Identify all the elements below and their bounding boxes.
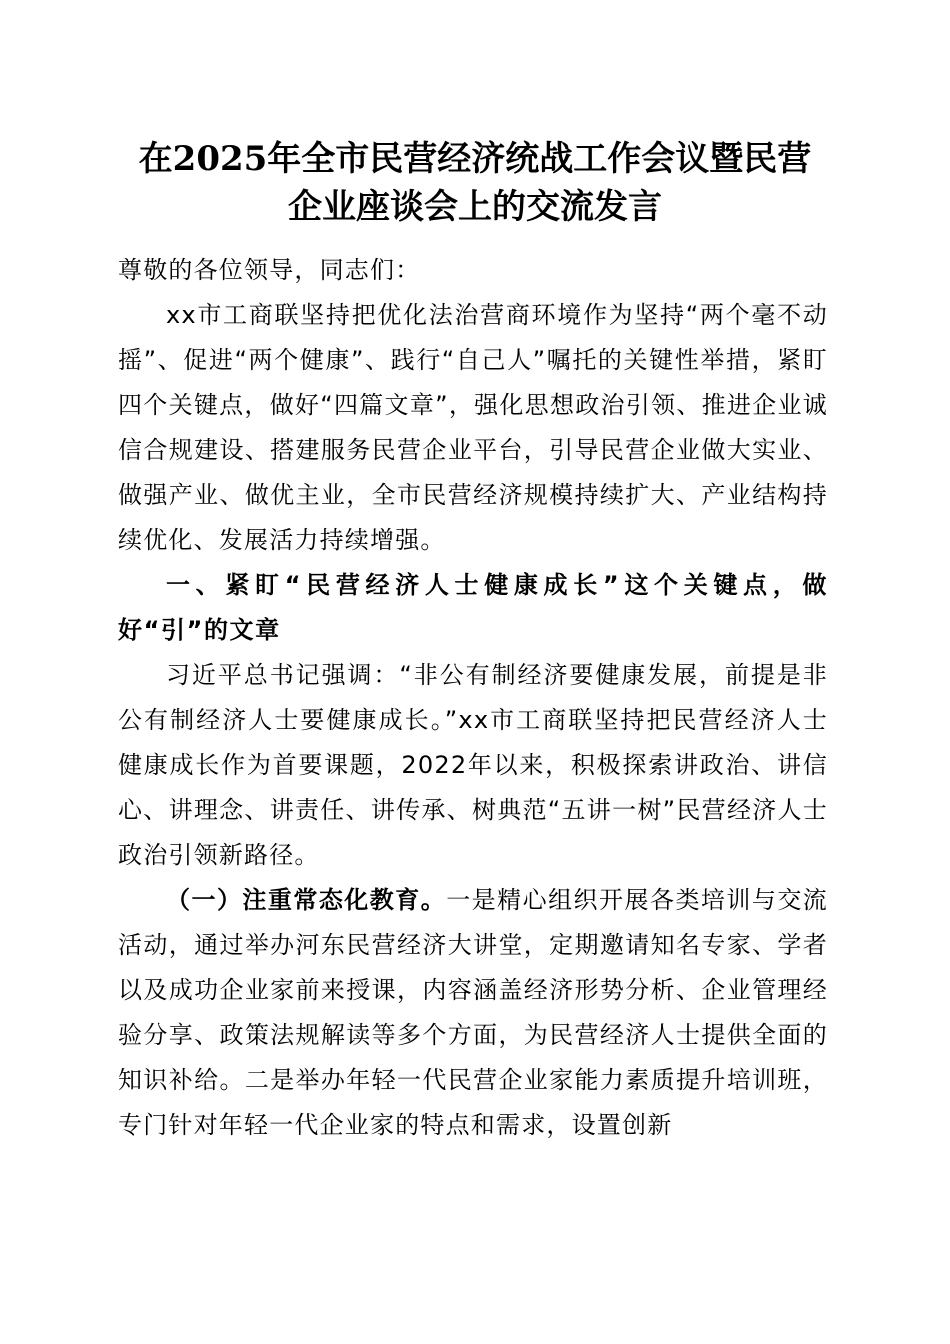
document-body bbox=[118, 248, 828, 1148]
salutation: 尊敬的各位领导，同志们： bbox=[118, 256, 421, 284]
intro-paragraph: xx市工商联坚持把优化法治营商环境作为坚持“两个毫不动摇”、促进“两个健康”、践行“自己人”嘱托的关键性举措，紧盯四个关键点，做好“四篇文章”，强化思想政治引领、推进企业诚信合规建设、搭建服务民营企业平台，引导民营企业做大实业、做强产业、做优主业，全市民营经济规模持续扩大、产业结构持续优化、发展活力持续增强。 bbox=[118, 301, 828, 554]
subsection-1-heading: （一）注重常态化教育。 bbox=[166, 886, 447, 914]
document-title-line-2: 企业座谈会上的交流发言 bbox=[288, 187, 662, 227]
section-1-paragraph: 习近平总书记强调：“非公有制经济要健康发展，前提是非公有制经济人士要健康成长。”xx市工商联坚持把民营经济人士健康成长作为首要课题，2022年以来，积极探索讲政治、讲信心、讲理念、讲责任、讲传承、树典范“五讲一树”民营经济人士政治引领新路径。 bbox=[118, 661, 828, 869]
subsection-1-paragraph bbox=[118, 878, 828, 1148]
document-title-line-1: 在2025年全市民营经济统战工作会议暨民营 bbox=[138, 139, 812, 179]
section-1-heading: 一、紧盯“民营经济人士健康成长”这个关键点，做好“引”的文章 bbox=[118, 571, 828, 644]
subsection-1-text: 一是精心组织开展各类培训与交流活动，通过举办河东民营经济大讲堂，定期邀请知名专家、学者以及成功企业家前来授课，内容涵盖经济形势分析、企业管理经验分享、政策法规解读等多个方面，为民营经济人士提供全面的知识补给。二是举办年轻一代民营企业家能力素质提升培训班，专门针对年轻一代企业家的特点和需求，设置创新 bbox=[118, 886, 829, 1139]
